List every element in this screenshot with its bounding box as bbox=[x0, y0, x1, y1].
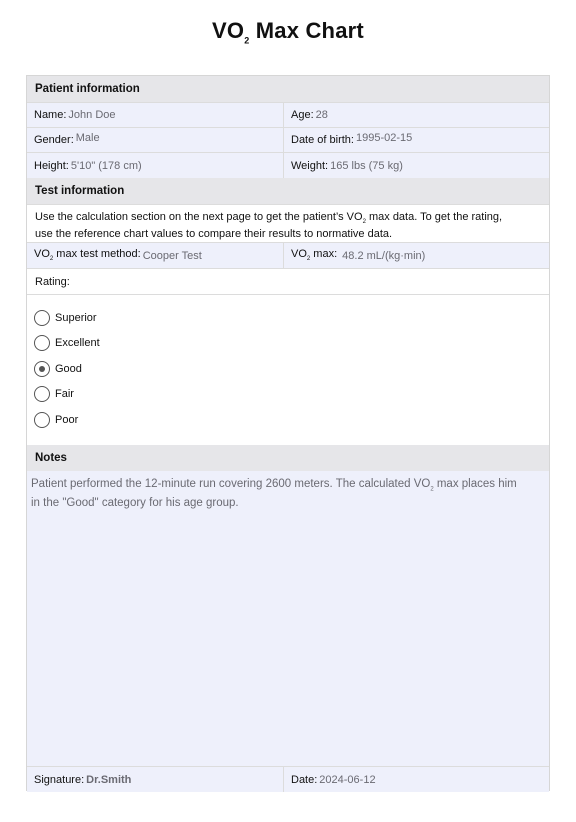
date-value: 2024-06-12 bbox=[319, 773, 376, 786]
gender-label: Gender: bbox=[34, 134, 74, 146]
date-field[interactable] bbox=[284, 767, 549, 792]
vo2max-value: 48.2 mL/(kg·min) bbox=[342, 249, 426, 262]
radio-circle[interactable] bbox=[34, 386, 50, 402]
option-label: Fair bbox=[55, 388, 74, 400]
vo2max-field[interactable] bbox=[284, 243, 549, 268]
row-gender-dob bbox=[27, 127, 549, 152]
height-label: Height: bbox=[34, 159, 69, 172]
radio-circle[interactable] bbox=[34, 335, 50, 351]
signature-field[interactable] bbox=[27, 767, 284, 792]
title-subscript: 2 bbox=[244, 35, 250, 46]
instructions-row bbox=[27, 204, 549, 242]
title-text: VO bbox=[212, 18, 245, 43]
notes-textarea[interactable] bbox=[27, 471, 549, 766]
notes-text: Patient performed the 12-minute run covering 2600 meters. The calculated $VO_2$ max places him in the "Good" category for his age group. bbox=[31, 478, 517, 510]
instr-sub: 2 bbox=[362, 219, 366, 226]
age-label: Age: bbox=[291, 109, 314, 121]
dob-label: Date of birth: bbox=[291, 134, 354, 146]
date-label: Date: bbox=[291, 773, 318, 786]
test-section-header: Test information bbox=[27, 178, 549, 204]
rating-option-superior[interactable] bbox=[34, 310, 97, 326]
rating-option-fair[interactable] bbox=[34, 386, 74, 402]
radio-circle[interactable] bbox=[34, 412, 50, 428]
age-value: 28 bbox=[315, 109, 328, 121]
weight-field[interactable] bbox=[284, 153, 549, 178]
option-label: Good bbox=[55, 363, 82, 375]
method-value: Cooper Test bbox=[142, 249, 202, 262]
page-title bbox=[0, 18, 576, 45]
rating-row bbox=[27, 268, 549, 294]
option-label: Poor bbox=[55, 414, 79, 426]
method-label: $VO_2$ max test method: bbox=[34, 248, 141, 263]
dob-field[interactable] bbox=[284, 128, 549, 152]
row-height-weight bbox=[27, 152, 549, 178]
name-field[interactable] bbox=[27, 103, 284, 127]
row-name-age bbox=[27, 102, 549, 127]
rating-label: Rating: bbox=[35, 275, 70, 288]
height-value: 5'10" (178 cm) bbox=[70, 159, 142, 172]
instr-line1b: max data. To get the rating, bbox=[365, 211, 503, 223]
name-value: John Doe bbox=[68, 109, 116, 121]
signature-value: Dr.Smith bbox=[86, 773, 132, 786]
title-text-rest: Max Chart bbox=[249, 18, 364, 43]
rating-options bbox=[27, 294, 549, 444]
radio-circle[interactable] bbox=[34, 310, 50, 326]
rating-option-poor[interactable] bbox=[34, 412, 78, 428]
vo2-form bbox=[26, 75, 550, 791]
patient-section-header: Patient information bbox=[27, 76, 549, 102]
signature-label: Signature: bbox=[34, 773, 85, 786]
row-method-vo2 bbox=[27, 242, 549, 268]
radio-circle-selected[interactable] bbox=[34, 361, 50, 377]
rating-option-good[interactable] bbox=[34, 361, 82, 377]
instr-line1a: Use the calculation section on the next page to get the patient’s VO bbox=[35, 211, 363, 223]
name-label: Name: bbox=[34, 109, 67, 121]
row-signature-date bbox=[27, 766, 549, 792]
instructions-text bbox=[27, 205, 549, 240]
weight-value: 165 lbs (75 kg) bbox=[330, 159, 403, 172]
method-field[interactable] bbox=[27, 243, 284, 268]
option-label: Superior bbox=[55, 312, 97, 324]
gender-field[interactable] bbox=[27, 128, 284, 152]
vo2max-label: $VO_2$ max: bbox=[291, 248, 338, 263]
rating-option-excellent[interactable] bbox=[34, 335, 100, 351]
dob-value: 1995-02-15 bbox=[355, 132, 413, 144]
gender-value: Male bbox=[75, 132, 100, 144]
notes-section-header: Notes bbox=[27, 445, 549, 471]
age-field[interactable] bbox=[284, 103, 549, 127]
weight-label: Weight: bbox=[291, 159, 329, 172]
instr-line2: use the reference chart values to compare their results to normative data. bbox=[35, 228, 393, 241]
height-field[interactable] bbox=[27, 153, 284, 178]
option-label: Excellent bbox=[55, 337, 100, 349]
